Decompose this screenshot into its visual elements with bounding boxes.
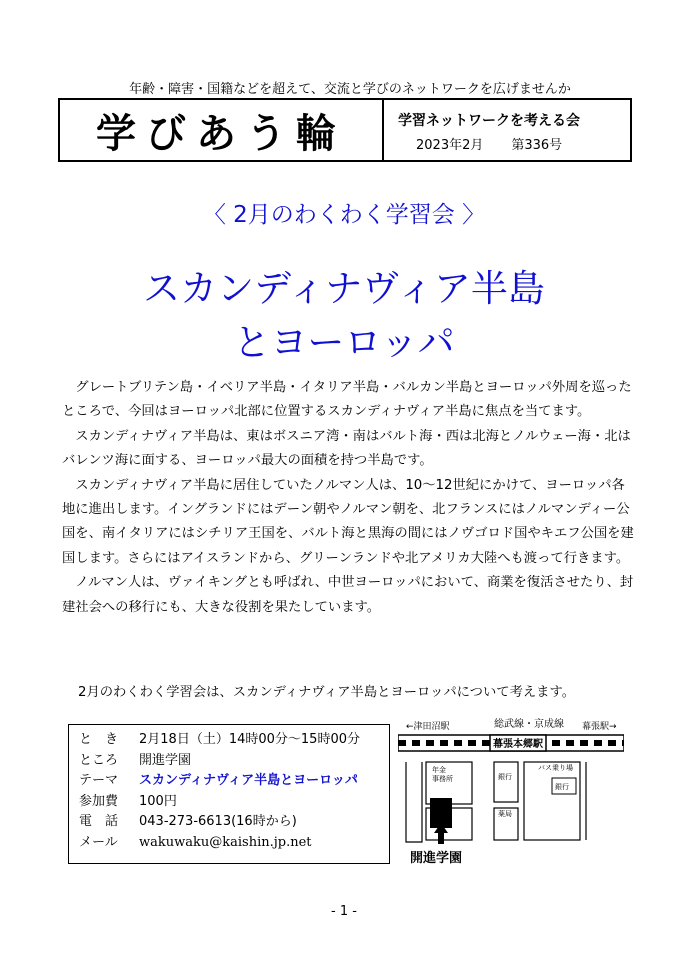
map-main-station: 幕張本郷駅: [493, 739, 543, 750]
map-bank1: 銀行: [498, 773, 512, 781]
bus-area-block: [524, 762, 580, 840]
article-body: [62, 376, 638, 620]
access-map: [398, 716, 624, 872]
info-row-mail: [79, 833, 389, 854]
info-row-fee: [79, 792, 389, 813]
issue-number: 第336号: [511, 138, 563, 153]
newsletter-logo: 学びあう輪: [96, 109, 346, 157]
masthead-logo-cell: [60, 100, 384, 160]
title-line-2: とヨーロッパ: [233, 321, 455, 364]
map-pension-office-line1: 年金: [432, 766, 446, 774]
masthead: [58, 98, 632, 162]
bank1-block: [494, 762, 518, 802]
issue-date: 2023年2月: [416, 138, 484, 153]
paragraph-3: スカンディナヴィア半島に居住していたノルマン人は、10～12世紀にかけて、ヨーロッパ各地に進出します。イングランドにはデーン朝やノルマン朝を、北フランスにはノルマンディー公国を、南イタリアにはシチリア王国を、バルト海と黒海の間にはノヴゴロド国やキエフ公国を建国します。さらにはアイスランドから、グリーンランドや北アメリカ大陸へも渡って行きます。: [62, 477, 634, 566]
map-school-label: 開進学園: [410, 851, 463, 866]
fee-value: 100円: [139, 793, 177, 809]
event-info-box: [68, 724, 390, 864]
map-left-station: ←津田沼駅: [406, 722, 450, 732]
map-pharmacy: 薬局: [498, 810, 512, 818]
event-subtitle: 〈 2月のわくわく学習会 〉: [202, 202, 486, 228]
tagline: 年齢・障害・国籍などを超えて、交流と学びのネットワークを広げませんか: [129, 82, 571, 97]
theme-value: スカンディナヴィア半島とヨーロッパ: [139, 773, 358, 788]
map-bus-stop: バス乗り場: [538, 764, 573, 772]
issue-line: [416, 134, 562, 153]
info-row-theme: [79, 771, 389, 792]
organization-name: 学習ネットワークを考える会: [398, 113, 580, 129]
map-line-name: 総武線・京成線: [494, 719, 564, 730]
info-row-where: [79, 751, 389, 772]
phone-label: 電 話: [79, 814, 119, 829]
closing-line: 2月のわくわく学習会は、スカンディナヴィア半島とヨーロッパについて考えます。: [78, 685, 575, 700]
when-value: 2月18日（土）14時00分～15時00分: [139, 732, 360, 747]
info-row-when: [79, 730, 389, 751]
map-right-station: 幕張駅→: [582, 722, 617, 732]
mail-link[interactable]: wakuwaku@kaishin.jp.net: [139, 834, 312, 850]
where-value: 開進学園: [139, 752, 192, 768]
when-label: と き: [79, 732, 119, 747]
map-bank2: 銀行: [555, 783, 569, 791]
mail-label: メール: [79, 834, 118, 850]
paragraph-1: グレートブリテン島・イベリア半島・イタリア半島・バルカン半島とヨーロッパ外周を巡ったところで、今回はヨーロッパ北部に位置するスカンディナヴィア半島に焦点を当てます。: [62, 380, 632, 420]
theme-label: テーマ: [79, 773, 119, 788]
phone-value: 043-273-6613(16時から): [139, 814, 297, 829]
paragraph-4: ノルマン人は、ヴァイキングとも呼ばれ、中世ヨーロッパにおいて、商業を復活させたり、封建社会への移行にも、大きな役割を果たしています。: [62, 575, 634, 615]
paragraph-2: スカンディナヴィア半島は、東はボスニア湾・南はバルト海・西は北海とノルウェー海・北はバレンツ海に面する、ヨーロッパ最大の面積を持つ半島です。: [62, 428, 631, 469]
map-block-left: [406, 762, 422, 842]
page-number: - 1 -: [331, 904, 357, 919]
map-pension-office-line2: 事務所: [432, 775, 453, 783]
info-row-phone: [79, 812, 389, 833]
fee-label: 参加費: [79, 793, 119, 809]
title-line-1: スカンディナヴィア半島: [143, 267, 545, 310]
where-label: ところ: [79, 752, 119, 768]
